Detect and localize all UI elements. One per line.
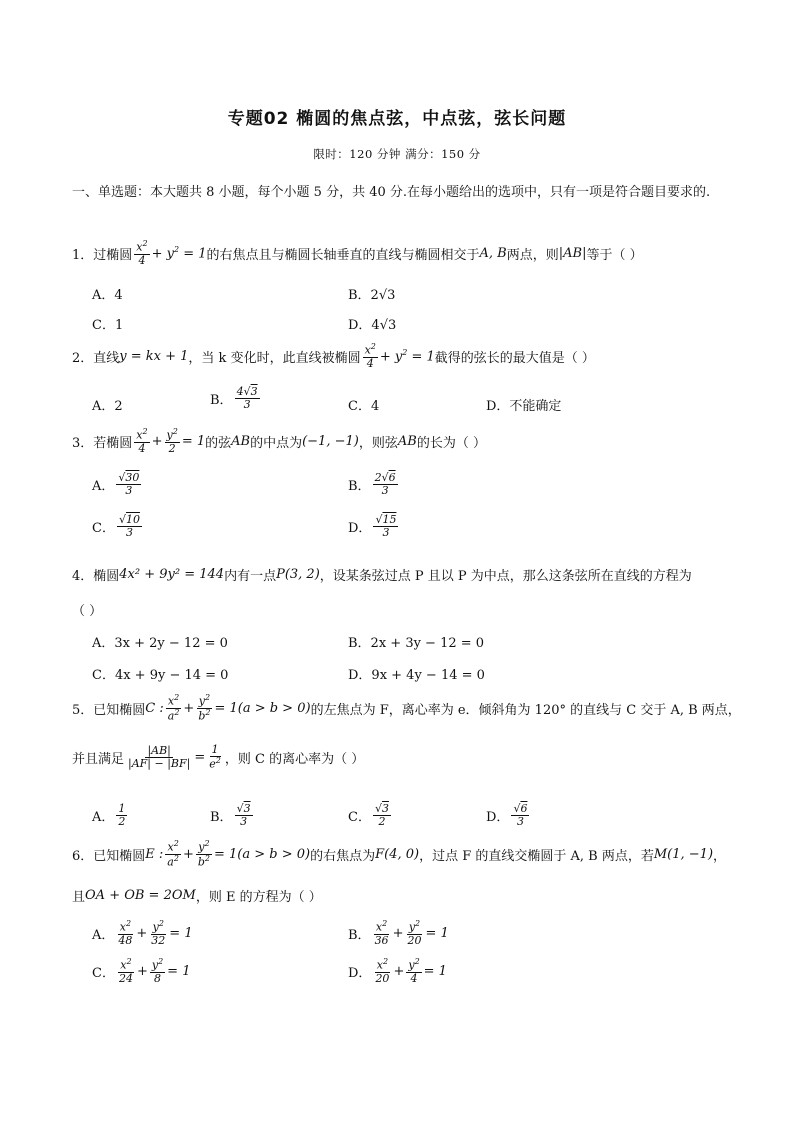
q1-option-d[interactable]: D．4√3 — [348, 318, 397, 333]
doc-title: 专题02 椭圆的焦点弦，中点弦，弦长问题 — [227, 109, 567, 129]
frac-x2-4: $\frac{x^2}{4}$ — [136, 239, 148, 267]
ellipse-eq-rest: + $y^2 = 1$ — [151, 245, 207, 262]
q3-option-d[interactable]: D． $\frac{√15}{3}$ — [348, 513, 397, 540]
q2-option-b[interactable]: B． $\frac{4√3}{3}$ — [210, 385, 258, 412]
q4-bracket: （ ） — [72, 604, 103, 619]
q6-option-b[interactable]: B． $\frac{x^2}{36}$ + $\frac{y^2}{20}$ = 1 — [348, 919, 449, 947]
question-6: 6．已知椭圆 E : $\frac{x^2}{a^2}$ + $\frac{y^2}{b^2}$ = 1(a > b > 0) 的右焦点为 F(4, 0) ，过点 F 的直线交椭圆于 A, B 两点，若 M(1, −1) ， — [72, 839, 727, 869]
q5-option-b[interactable]: B． $\frac{√3}{3}$ — [210, 802, 251, 829]
q5-option-a[interactable]: A． $\frac{1}{2}$ — [92, 802, 126, 829]
q1-option-b[interactable]: B．2√3 — [348, 288, 396, 303]
q6-option-d[interactable]: D． $\frac{x^2}{20}$ + $\frac{y^2}{4}$ = 1 — [348, 957, 447, 985]
q5-option-d[interactable]: D． $\frac{√6}{3}$ — [486, 802, 528, 829]
q2-option-d[interactable]: D．不能确定 — [486, 399, 562, 414]
doc-subtitle: 限时：120 分钟 满分：150 分 — [313, 147, 481, 161]
frac-4sqrt3-3: $\frac{4√3}{3}$ — [236, 385, 258, 412]
q4-option-c[interactable]: C．4x + 9y − 14 = 0 — [92, 668, 229, 683]
question-4: 4．椭圆 4x² + 9y² = 144 内有一点 P(3, 2) ，设某条弦过点 P 且以 P 为中点，那么这条弦所在直线的方程为 — [72, 567, 692, 584]
q5-option-c[interactable]: C． $\frac{√3}{2}$ — [348, 802, 389, 829]
question-5: 5．已知椭圆 C : $\frac{x^2}{a^2}$ + $\frac{y^2}{b^2}$ = 1(a > b > 0) 的左焦点为 F，离心率为 e．倾斜角为 120° 的直线与 C 交于 A, B 两点， — [72, 693, 741, 723]
ellipse-eq-rest: + $y^2 = 1$ — [379, 348, 435, 365]
q6-option-a[interactable]: A． $\frac{x^2}{48}$ + $\frac{y^2}{32}$ = 1 — [92, 919, 193, 947]
q3-option-a[interactable]: A． $\frac{√30}{3}$ — [92, 471, 140, 498]
q6-option-c[interactable]: C． $\frac{x^2}{24}$ + $\frac{y^2}{8}$ = 1 — [92, 957, 191, 985]
q2-option-a[interactable]: A．2 — [92, 399, 123, 414]
q1-option-a[interactable]: A．4 — [92, 288, 123, 303]
q1-option-c[interactable]: C．1 — [92, 318, 124, 333]
q4-option-b[interactable]: B．2x + 3y − 12 = 0 — [348, 636, 485, 651]
question-3: 3．若椭圆 $\frac{x^2}{4}$ + $\frac{y^2}{2}$ = 1 的弦 AB 的中点为 (−1, −1) ，则弦 AB 的长为（ ） — [72, 427, 486, 455]
frac-y2-2: $\frac{y^2}{2}$ — [166, 427, 178, 455]
question-2: 2．直线 y = kx + 1 ，当 k 变化时，此直线被椭圆 $\frac{x^2}{4}$ + $y^2 = 1$ 截得的弦长的最大值是（ ） — [72, 342, 595, 370]
question-6-cont: 且 OA + OB = 2OM ，则 E 的方程为（ ） — [72, 888, 322, 905]
q3-option-b[interactable]: B． $\frac{2√6}{3}$ — [348, 471, 396, 498]
q4-option-a[interactable]: A．3x + 2y − 12 = 0 — [92, 636, 228, 651]
frac-x2-4: $\frac{x^2}{4}$ — [136, 427, 148, 455]
frac-x2-4: $\frac{x^2}{4}$ — [364, 342, 376, 370]
q3-option-c[interactable]: C． $\frac{√10}{3}$ — [92, 513, 140, 540]
question-5-cont: 并且满足 $\frac{|AB|}{|AF| - |BF|}$ = $\frac{1}{e^2}$ ，则 C 的离心率为（ ） — [72, 743, 365, 771]
q4-option-d[interactable]: D．9x + 4y − 14 = 0 — [348, 668, 485, 683]
q2-option-c[interactable]: C．4 — [348, 399, 380, 414]
question-1: 1．过椭圆 $\frac{x^2}{4}$ + $y^2 = 1$ 的右焦点且与椭圆长轴垂直的直线与椭圆相交于 A, B 两点，则 |AB| 等于（ ） — [72, 239, 643, 267]
section-heading: 一、单选题：本大题共 8 小题，每个小题 5 分，共 40 分.在每小题给出的选项中，只有一项是符合题目要求的. — [72, 185, 711, 200]
